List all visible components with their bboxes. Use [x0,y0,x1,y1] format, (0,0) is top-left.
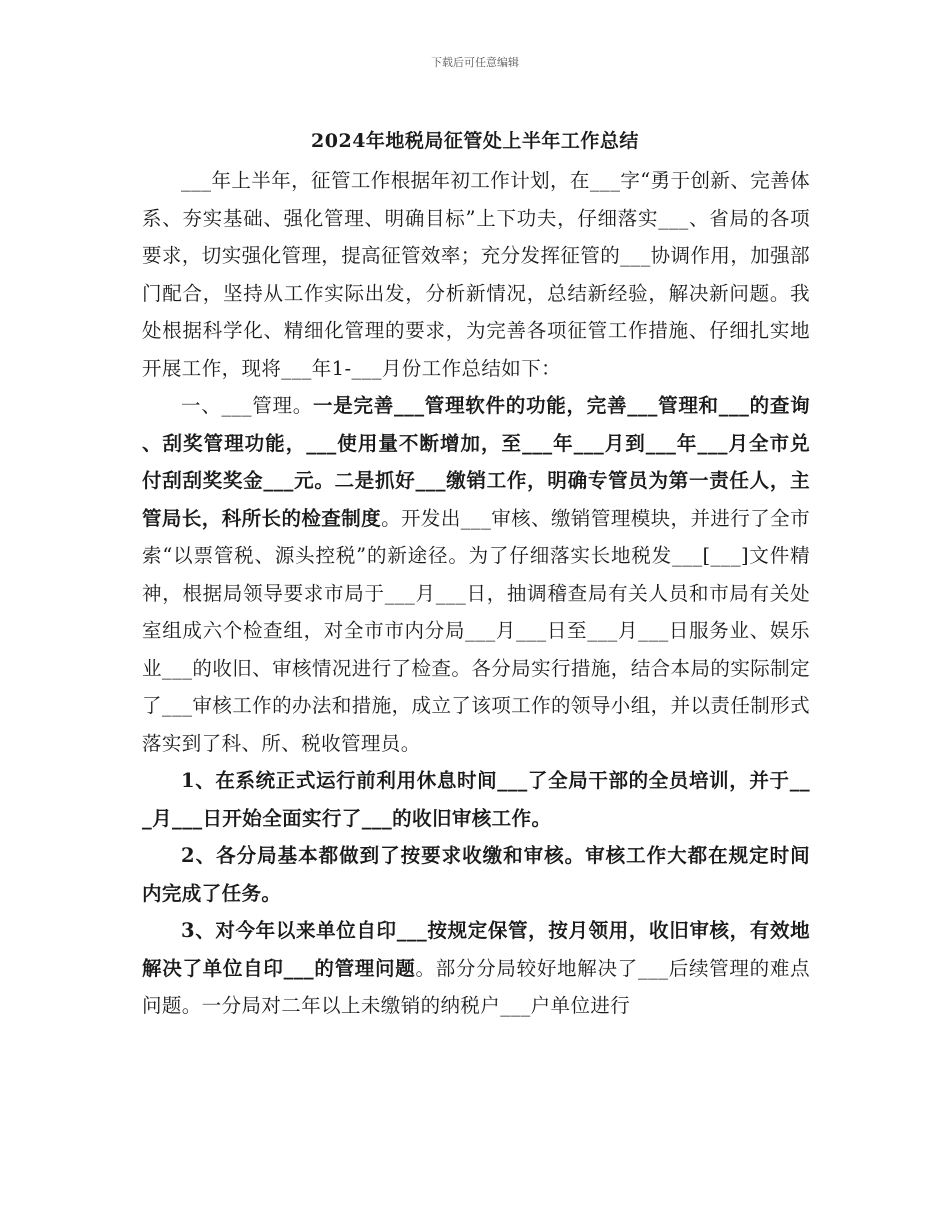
header-note: 下载后可任意编辑 [431,56,519,69]
document-title: 2024年地税局征管处上半年工作总结 [311,130,639,152]
paragraph-item-1: 1、在系统正式运行前利用休息时间___了全局干部的全员培训，并于___月___日开始全面实行了___的收旧审核工作。 [142,769,810,830]
paragraph-item-3 [142,912,810,1025]
paragraph-item-2: 2、各分局基本都做到了按要求收缴和审核。审核工作大都在规定时间内完成了任务。 [142,844,810,905]
section-one-bold-text: 一是完善___管理软件的功能，完善___管理和___的查询、刮奖管理功能，___使用量不断增加，至___年___月到___年___月全市兑付刮刮奖奖金___元。二是抓好___缴销工作，明确专管员为第一责任人，主管局长，科所长的检查制度 [142,394,810,530]
document-body [142,162,810,1025]
paragraph-section-one [142,387,810,762]
item-3-text: 。部分分局较好地解决了___后续管理的难点问题。一分局对二年以上未缴销的纳税户___户单位进行 [142,956,810,1017]
paragraph-intro: ___年上半年，征管工作根据年初工作计划，在___字“勇于创新、完善体系、夯实基础、强化管理、明确目标”上下功夫，仔细落实___、省局的各项要求，切实强化管理，提高征管效率；充分发挥征管的___协调作用，加强部门配合，坚持从工作实际出发，分析新情况，总结新经验，解决新问题。我处根据科学化、精细化管理的要求，为完善各项征管工作措施、仔细扎实地开展工作，现将___年1-___月份工作总结如下： [142,169,810,380]
section-one-text: 。开发出___审核、缴销管理模块，并进行了全市索“以票管税、源头控税”的新途径。为了仔细落实长地税发___[___]文件精神，根据局领导要求市局于___月___日，抽调稽查局有关人员和市局有关处室组成六个检查组，对全市市内分局___月___日至___月___日服务业、娱乐业___的收旧、审核情况进行了检查。各分局实行措施，结合本局的实际制定了___审核工作的办法和措施，成立了该项工作的领导小组，并以责任制形式落实到了科、所、税收管理员。 [142,506,810,755]
section-one-heading: 一、___管理。 [181,394,314,417]
item-3-bold-text: 3、对今年以来单位自印___按规定保管，按月领用，收旧审核，有效地解决了单位自印___的管理问题 [142,919,810,980]
